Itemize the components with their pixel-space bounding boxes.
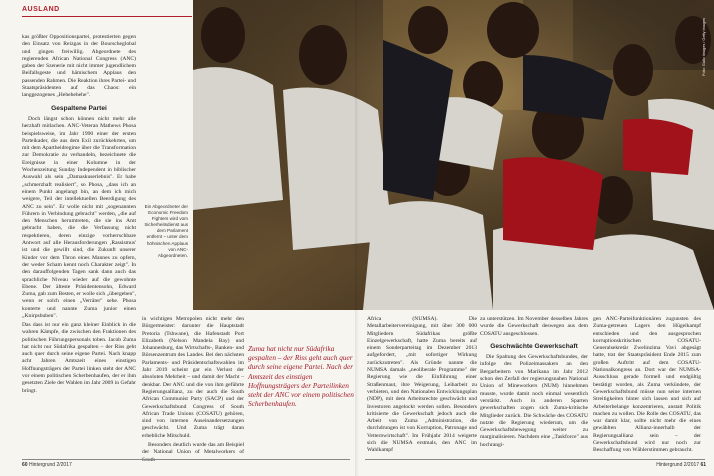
footer-left: [22, 462, 72, 468]
paragraph: in wichtigen Metropolen nicht mehr den Bürgermeister: darunter die Hauptstadt Pretoria (Tshwane), die Hafenstadt Port Elizabeth (Nelson Mandela Bay) und Johannesburg, das Wirtschafts-, Banken- und Börsenzentrum des Landes. Bei den nächsten Parlaments- und Präsidentschaftswahlen im Jahr 2019 scheint gar ein Verlust der absoluten Mehrheit – und damit der Macht – denkbar. Der ANC und die von ihm geführte Regierungsallianz, zu der auch die South African Communist Party (SACP) und der Gewerkschaftsbund Congress of South African Trade Unions (COSATU) gehören, sind von internen Auseinandersetzungen geschwächt. Und Zuma trägt daran erhebliche Mitschuld.: [142, 316, 244, 439]
page-number: 60: [22, 462, 28, 468]
paragraph: gen ANC-Parteifunktionären zugunsten des Zuma-getreuen Lagers den Hügelkampf entschieden und den ausgesprochen korruptionskritischen COSATU-Generalsekretär Zwelinzima Vavi abgesägt hatte, trat der Staatspräsident Ende 2015 zum großen Auftritt auf dem COSATU-Nationalkongress an. Dort war der NUMSA-Ausschluss gerade formell und endgültig bestätigt worden, als Zuma verkündete, der Gewerkschaftsbund müsse nun seine internen Streitigkeiten hinter sich lassen und sich auf Arbeiterbelange konzentrieren, anstatt Politik machen zu wollen. Die Rolle des COSATU, das war damit klar, sollte nicht mehr die eines gewählten Allianz-innerhalb der Regierungsallianz sein – der Gewerkschaftsbund wird nur noch zur Beschaffung von Wählerstimmen gebraucht.: [593, 316, 701, 454]
pull-quote: Zuma hat nicht nur Südafrika gespalten – der Riss geht auch quer durch seine eigene Partei. Nach der Amtszeit des einstigen Hoffnungsträgers der Parteilinken steht der ANC vor einem politischen Scherbenhaufen.: [248, 344, 354, 409]
paragraph: Doch längst schon können nicht mehr alle herzhaft mitlachen. ANC-Veteran Mathews Phosa beispielsweise, im Jahr 1990 einer der ersten Parteikader, die aus dem Exil zurückkehrten, um mit dem Apartheidregime über die Transformation zur Demokratie zu verhandeln, bezeichnete die Ereignisse in einer Kolumne in der Wochenzeitung Sunday Independent in biblischer Auswahl als sein „Damaskuserlebnis". Er habe „schmerzhaft realisiert", so Phosa, „dass ich an einem Punkt angelangt bin, an dem ich mich weigere, Teil der intellektuellen Beerdigung des ANC zu sein". Er wolle nicht mit „sogenannten Führern in Verbindung gebracht" werden, „die auf den Menschen herumtreten, die sie ins Amt gebracht haben, die die Verfassung nicht respektieren, deren einzige vorherrschbare Antwort auf alle Herausforderungen ‚Rassismus' ist und die gewillt sind, die Zukunft unserer Kinder vor dem Thron eines Mannes zu opfern, der weder Scham kennt noch Charakter zeigt". In den darauffolgenden Tagen sank dann auch das sprachliche Niveau wieder auf die gewohnte Ebene. Der älteste Präsidentensohn, Edward Zuma, gab zum Besten, er wolle sich „übergeben", wenn er solch einen „Verräter" sehe. Phosa konterte und nannte Zuma junior einen „Knirpsbuben".: [22, 115, 136, 319]
subhead-gespaltene-partei: Gespaltene Partei: [51, 104, 107, 112]
paragraph: kas größter Oppositionspartei, protestierten gegen den Einsatz von Reizgas in der Bourscheglobal und gingen freiwillig. Abgeordnete des regierenden African National Congress (ANC) gaben der Szenerie mit nicht immer jugendlichem Beifallsgeste und hämischem Applaus den passenden Rahmen. Die Reaktion ihres Partei- und Staatspräsidenten auf das Chaos: ein langgezogenes „Hehehehehe".: [22, 34, 136, 99]
footer-right: [656, 462, 706, 468]
right-column-3: [593, 316, 701, 457]
photo-caption: Ein Abgeordneter der Economic Freedom Fighters wird vom Sicherheitsdienst aus dem Parlament entfernt – unter dem höhnischen Applaus von ANC-Abgeordneten.: [144, 204, 188, 258]
left-column-2: [22, 322, 136, 397]
paragraph: Africa (NUMSA). Die Metallarbeitervereinigung, mit über 300 000 Mitgliedern Südafrikas größte Einzelgewerkschaft, hatte Zuma bereits auf einem Sonderparteitag im Dezember 2013 aufgefordert, „mit sofortiger Wirkung zurückzutreten". Als Gründe nannte die NUMSA damals „neoliberale Programme" der Regierung wie die Einführung einer Straßenmaut, ihre Weigerung, Leiharbeit zu verbieten, und den Nationalen Entwicklungsplan (NDP), mit dem Arbeitsrechte geschwächt und Investoren angelockt werden sollen. Besonders kritisierte die Gewerkschaft jedoch auch die Arbeit von Zuma „Administration, die durchdrungen ist von Korruption, Patronage und Vetternwirtschaft". Im Frühjahr 2014 weigerte sich die NUMSA erstmals, den ANC im Wahlkampf: [367, 316, 477, 454]
subhead-geschwaechte-gewerkschaft: Geschwächte Gewerkschaft: [490, 342, 578, 350]
paragraph: Die Spaltung des Gewerkschaftsbundes, der infolge des Polizeimassakers an den Bergarbeitern von Marikana im Jahr 2012 schon den Zerfall der regierungsnahen National Union of Mineworkers (NUM) hinnehmen musste, wurde damit noch einmal wesentlich verstärkt. Auch in anderen Sparten gewerkschaften zogen sich Zuma-kritische Mitglieder zurück. Die Schwäche des COSATU nutzte die Regierung wiederum, um die Gewerkschaftsbewegung weiter zu marginalisieren. Nachdem eine „Taskforce" aus hochrangi-: [480, 354, 588, 448]
paragraph: Besonders deutlich wurde das am Beispiel der National Union of Metalworkers of South: [142, 442, 244, 463]
paragraph: Das dass ist nur ein ganz kleiner Einblick in die wahren Kämpfe, die zwischen den Fraktionen des politischen Führungspersonals toben. Jacob Zuma hat nicht nur Südafrika gespalten – der Riss geht auch quer durch seine eigene Partei. Nach knapp acht Jahren Amtszeit eines einstigen Hoffnungsträgers der Partei linken steht der ANC vor einem politischen Scherbenhaufen, der er ihm gesetzten Ziele der Wahlen im Jahr 2009 in Gefahr bringt.: [22, 322, 136, 394]
footer-rule: [365, 459, 705, 460]
issue-label: Hintergrund 2/2017: [28, 462, 72, 468]
right-column-2: [480, 316, 588, 451]
issue-label: Hintergrund 2/2017: [656, 462, 700, 468]
section-rule: [22, 16, 192, 17]
right-column-1-text: [367, 316, 477, 457]
left-column-1: [22, 34, 136, 322]
page-gutter: [355, 0, 359, 476]
photo-credit: Foto: Gallo Images / Getty Images: [702, 18, 706, 76]
left-column-3: [142, 316, 244, 466]
footer-rule: [22, 459, 350, 460]
section-label: AUSLAND: [22, 6, 60, 13]
photo-illustration: [193, 0, 714, 310]
page-number: 61: [700, 462, 706, 468]
paragraph: zu unterstützen. Im November desselben Jahres wurde die Gewerkschaft deswegen aus dem COSATU ausgeschlossen.: [480, 316, 588, 337]
parliament-scuffle-photo: [193, 0, 714, 310]
